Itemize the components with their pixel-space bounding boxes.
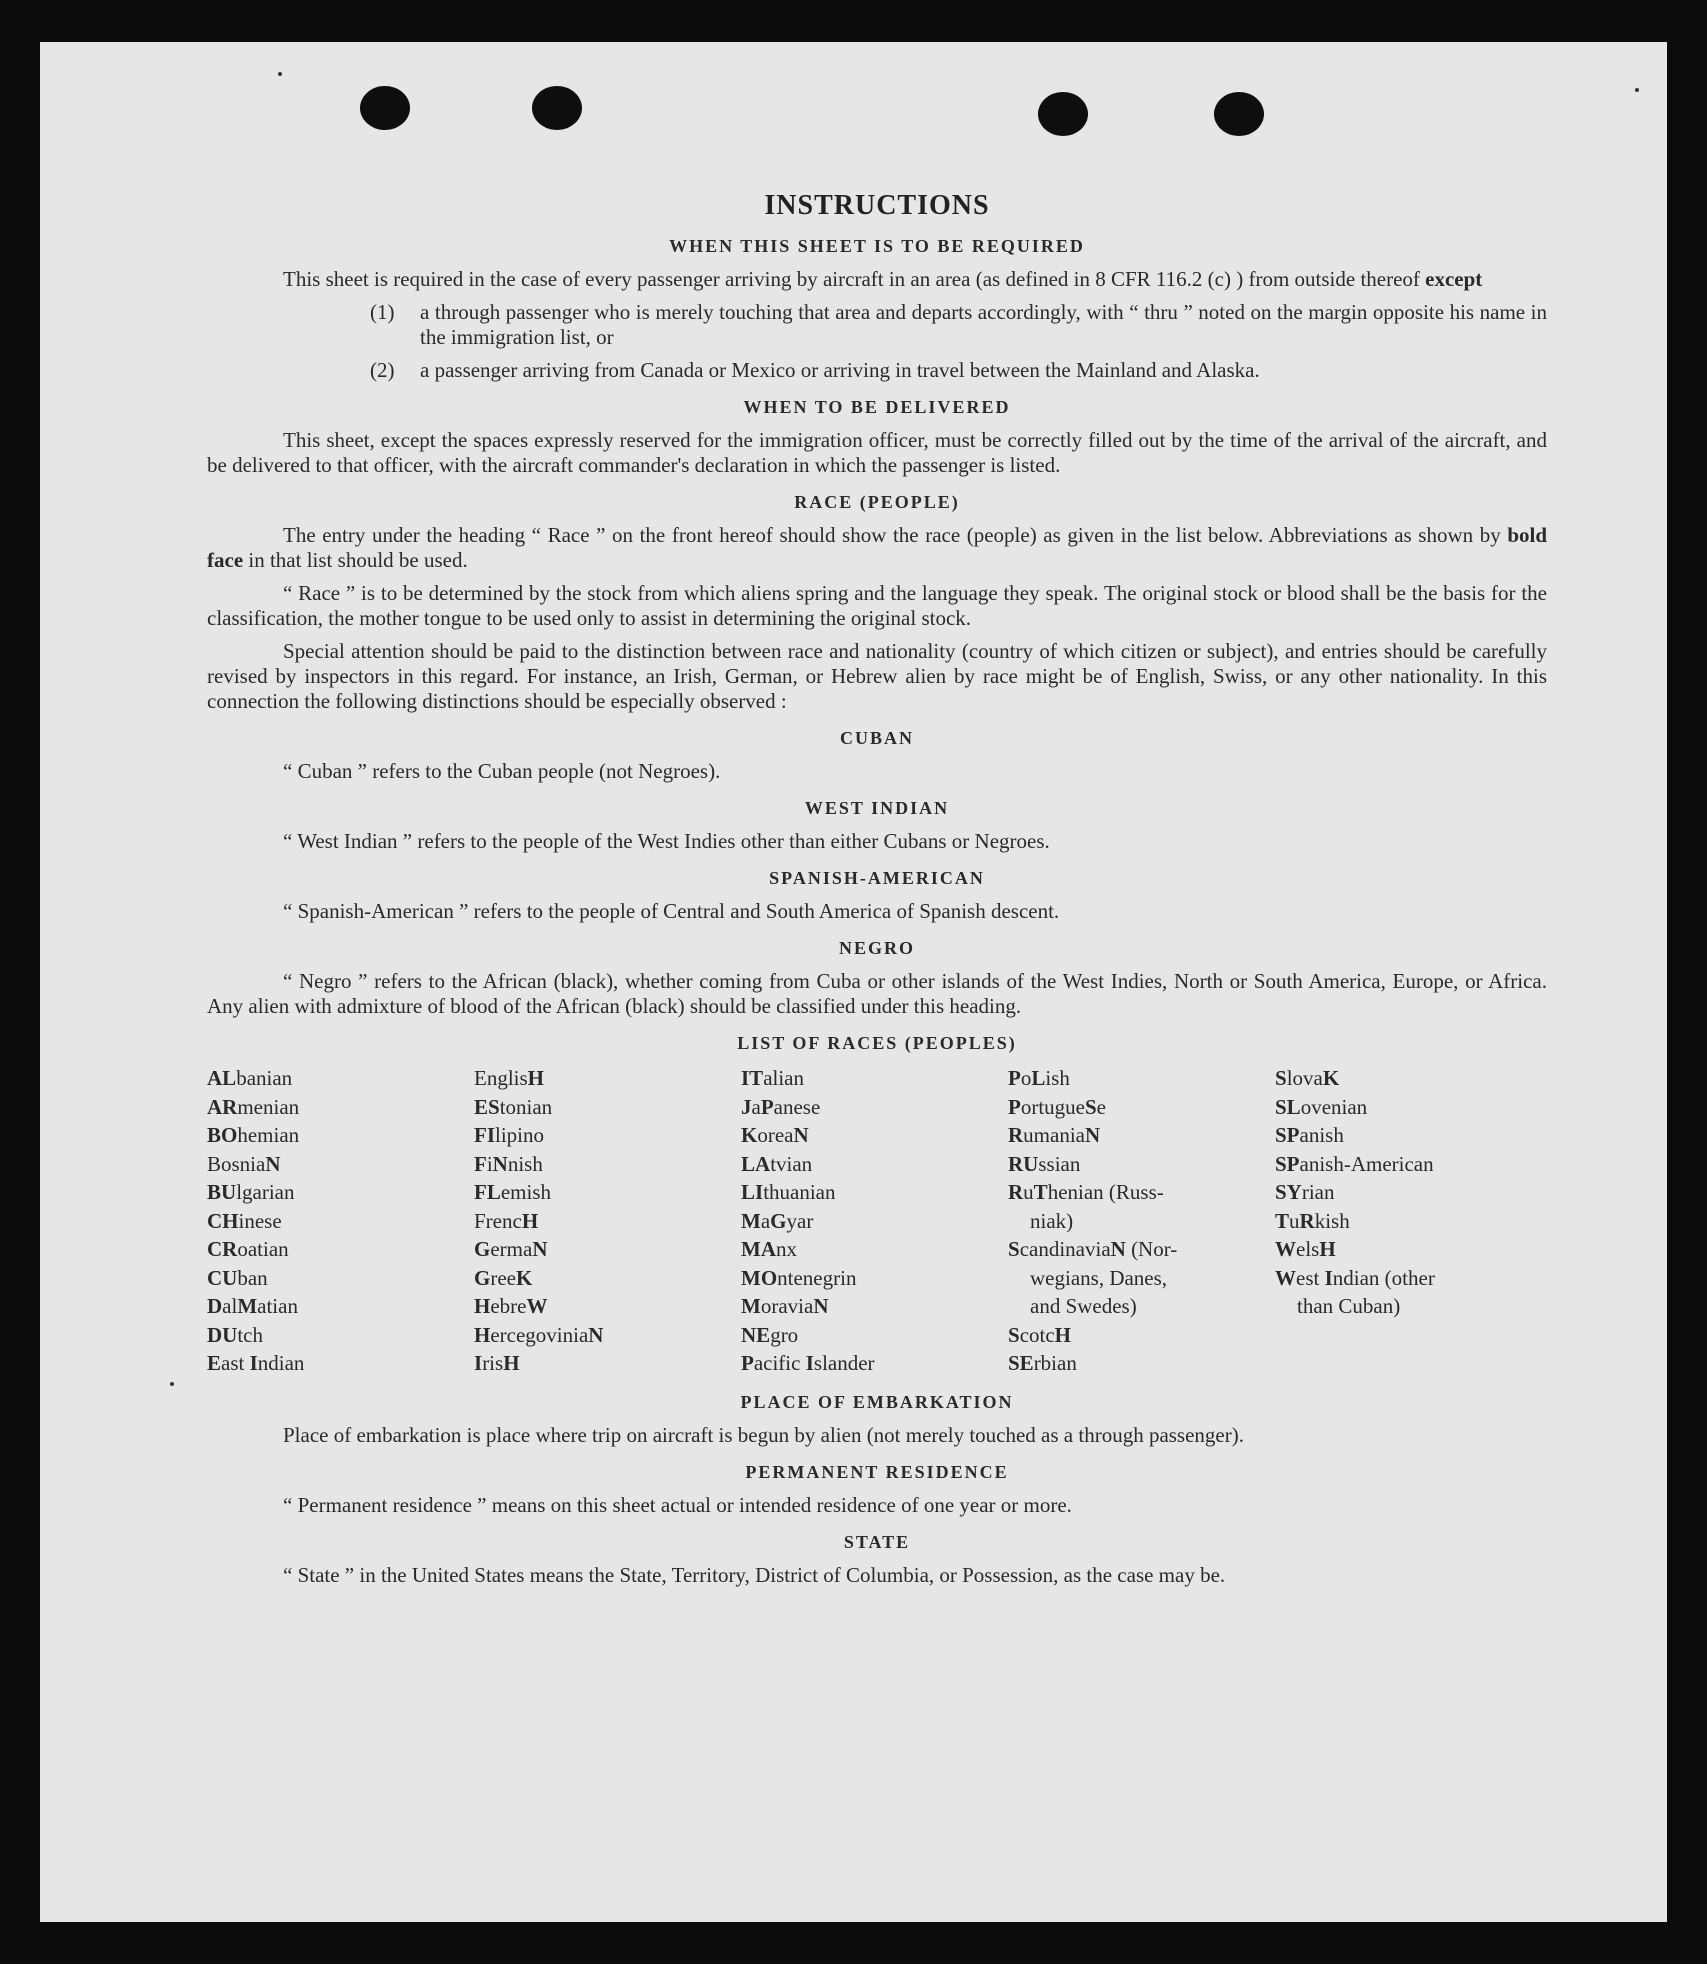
race-text: menian xyxy=(237,1094,300,1119)
race-abbrev: R xyxy=(1008,1123,1024,1147)
race-entry xyxy=(474,1207,741,1236)
race-abbrev: N xyxy=(813,1294,829,1318)
race-entry xyxy=(207,1178,474,1207)
race-text: ndian xyxy=(257,1351,305,1375)
race-entry xyxy=(207,1235,474,1264)
race-entry xyxy=(474,1178,741,1207)
paragraph: “ West Indian ” refers to the people of the West Indies other than either Cubans or Negroes. xyxy=(283,829,1050,853)
race-entry xyxy=(741,1349,1008,1378)
race-text: rbian xyxy=(1033,1351,1077,1375)
race-text: (Nor- wegians, Danes, and Swedes) xyxy=(1030,1237,1178,1318)
race-abbrev: P xyxy=(741,1351,754,1375)
paragraph: This sheet, except the spaces expressly reserved for the immigration officer, must be correctly filled out by the time of the arrival of the aircraft, and be delivered to that officer, with the aircraft commander's declaration in which the passenger is listed. xyxy=(207,428,1547,477)
race-text: kish xyxy=(1314,1208,1350,1233)
race-entry xyxy=(741,1264,1008,1293)
race-column xyxy=(741,1064,1008,1378)
race-entry xyxy=(1275,1121,1542,1150)
race-abbrev: DU xyxy=(207,1322,238,1347)
race-abbrev: T xyxy=(1033,1180,1048,1204)
text: in that list should be used. xyxy=(248,548,468,572)
race-abbrev: I xyxy=(1324,1265,1333,1290)
race-entry xyxy=(207,1321,474,1350)
section-heading: WHEN THIS SHEET IS TO BE REQUIRED xyxy=(669,236,1085,256)
race-abbrev: J xyxy=(741,1094,752,1119)
race-entry xyxy=(1008,1064,1275,1093)
race-entry xyxy=(741,1292,1008,1321)
race-abbrev: K xyxy=(741,1123,758,1147)
race-abbrev: CH xyxy=(207,1208,239,1233)
race-abbrev: W xyxy=(1275,1237,1296,1261)
race-abbrev: H xyxy=(1054,1322,1072,1347)
race-abbrev: SP xyxy=(1275,1151,1300,1176)
race-abbrev: SP xyxy=(1275,1123,1300,1147)
race-text: tvian xyxy=(770,1151,813,1176)
race-entry xyxy=(1275,1264,1542,1321)
race-abbrev: S xyxy=(1275,1066,1287,1090)
race-entry xyxy=(741,1150,1008,1179)
race-text: umania xyxy=(1023,1123,1085,1147)
race-text: Englis xyxy=(474,1066,528,1090)
race-entry xyxy=(474,1150,741,1179)
race-entry xyxy=(474,1349,741,1378)
race-abbrev: P xyxy=(1008,1094,1021,1119)
race-text: els xyxy=(1296,1237,1320,1261)
section-heading: PERMANENT RESIDENCE xyxy=(745,1461,1009,1482)
paragraph: “ Cuban ” refers to the Cuban people (not Negroes). xyxy=(283,759,721,783)
race-abbrev: I xyxy=(474,1351,483,1375)
paragraph: “ Race ” is to be determined by the stock from which aliens spring and the language they speak. The original stock or blood shall be the basis for the classification, the mother tongue to be used only to assist in determining the original stock. xyxy=(207,581,1547,630)
race-abbrev: CR xyxy=(207,1237,238,1261)
race-text: hemian xyxy=(237,1123,300,1147)
paragraph: Special attention should be paid to the distinction between race and nationality (country of which citizen or subject), and entries should be carefully revised by inspectors in this regard. For instance, an Irish, German, or Hebrew alien by race might be of English, Swiss, or any other nationality. In this connection the following distinctions should be especially observed : xyxy=(207,639,1547,713)
paragraph: “ State ” in the United States means the State, Territory, District of Columbia, or Possession, as the case may be. xyxy=(283,1562,1226,1587)
speck xyxy=(170,1382,174,1386)
race-text: acific xyxy=(753,1351,806,1375)
race-entry xyxy=(207,1349,474,1378)
text: The entry under the heading “ Race ” on the front hereof should show the race (people) as given in the list below. Abbreviations as shown by xyxy=(283,523,1501,547)
race-abbrev: W xyxy=(1275,1265,1296,1290)
race-entry xyxy=(1008,1150,1275,1179)
race-entry xyxy=(207,1150,474,1179)
race-entry xyxy=(741,1093,1008,1122)
paragraph: Place of embarkation is place where trip on aircraft is begun by alien (not merely touched as a through passenger). xyxy=(283,1422,1244,1447)
race-entry xyxy=(741,1178,1008,1207)
race-abbrev: N xyxy=(793,1123,809,1147)
item-number: (2) xyxy=(370,358,395,382)
race-abbrev: I xyxy=(805,1351,814,1375)
race-abbrev: W xyxy=(526,1294,548,1318)
race-entry xyxy=(1008,1321,1275,1350)
race-text: est xyxy=(1296,1265,1325,1290)
race-abbrev: E xyxy=(207,1351,222,1375)
race-column xyxy=(1275,1064,1542,1378)
race-column xyxy=(1008,1064,1275,1378)
race-abbrev: H xyxy=(521,1208,539,1233)
race-abbrev: D xyxy=(207,1294,223,1318)
race-text: yar xyxy=(786,1208,814,1233)
section-heading: CUBAN xyxy=(839,728,914,748)
paragraph xyxy=(207,523,1547,573)
race-text: u xyxy=(1289,1208,1300,1233)
race-abbrev: H xyxy=(527,1066,545,1090)
race-abbrev: H xyxy=(474,1294,491,1318)
race-entry xyxy=(1275,1235,1542,1264)
race-abbrev: N xyxy=(532,1237,548,1261)
section-heading: WHEN TO BE DELIVERED xyxy=(743,397,1011,417)
race-abbrev: N xyxy=(492,1151,508,1176)
list-item xyxy=(207,358,1547,383)
paragraph xyxy=(207,267,1547,292)
race-entry xyxy=(207,1207,474,1236)
race-text: orea xyxy=(757,1123,794,1147)
race-abbrev: AL xyxy=(207,1066,237,1090)
race-text: ree xyxy=(490,1265,516,1290)
emphasis: except xyxy=(1425,267,1483,291)
paragraph: “ Negro ” refers to the African (black), whether coming from Cuba or other islands of the West Indies, North or South America, Europe, or Africa. Any alien with admixture of blood of the African (black) should be classified under this heading. xyxy=(207,969,1547,1018)
race-text: ssian xyxy=(1038,1151,1081,1176)
race-text: ntenegrin xyxy=(777,1265,857,1290)
document-content xyxy=(207,148,1547,1596)
race-entry xyxy=(207,1121,474,1150)
race-entry xyxy=(474,1264,741,1293)
race-text: atian xyxy=(257,1294,298,1318)
race-abbrev: N xyxy=(265,1151,281,1176)
race-abbrev: MA xyxy=(741,1237,776,1261)
section-heading: WEST INDIAN xyxy=(804,798,950,818)
section-heading: STATE xyxy=(843,1531,911,1552)
race-abbrev: L xyxy=(1031,1066,1046,1090)
race-abbrev: LI xyxy=(741,1180,764,1204)
race-text: Bosnia xyxy=(207,1151,266,1176)
race-text: ortugue xyxy=(1020,1094,1085,1119)
race-abbrev: LA xyxy=(741,1151,771,1176)
race-text: e xyxy=(1096,1094,1106,1119)
race-abbrev: P xyxy=(760,1094,774,1119)
race-abbrev: FI xyxy=(474,1123,495,1147)
race-abbrev: N xyxy=(1084,1123,1101,1147)
race-abbrev: M xyxy=(741,1208,761,1233)
race-abbrev: G xyxy=(474,1265,491,1290)
section-heading: NEGRO xyxy=(838,938,915,958)
race-abbrev: M xyxy=(237,1294,258,1318)
section-heading: SPANISH-AMERICAN xyxy=(769,868,985,888)
race-abbrev: H xyxy=(474,1322,491,1347)
race-abbrev: S xyxy=(1084,1094,1097,1119)
race-entry xyxy=(741,1064,1008,1093)
race-text: ban xyxy=(237,1265,268,1290)
race-text: erma xyxy=(490,1237,533,1261)
race-text: a xyxy=(751,1094,761,1119)
race-abbrev: RU xyxy=(1008,1151,1039,1176)
race-entry xyxy=(1275,1093,1542,1122)
race-abbrev: N xyxy=(1110,1237,1126,1261)
item-text: a through passenger who is merely touching that area and departs accordingly, with “ thru ” noted on the margin opposite his name in the immigration list, or xyxy=(420,300,1547,349)
race-abbrev: R xyxy=(1008,1180,1024,1204)
race-entry xyxy=(1008,1235,1275,1321)
race-abbrev: F xyxy=(474,1151,487,1176)
punch-hole xyxy=(532,86,582,130)
item-text: a passenger arriving from Canada or Mexico or arriving in travel between the Mainland and Alaska. xyxy=(420,358,1260,382)
race-entry xyxy=(1008,1121,1275,1150)
race-text: slander xyxy=(813,1351,875,1375)
race-text: ercegovinia xyxy=(490,1322,589,1347)
race-entry xyxy=(1275,1064,1542,1093)
race-text: thuanian xyxy=(763,1180,836,1204)
race-text: ndian (other than Cuban) xyxy=(1297,1265,1435,1318)
races-list xyxy=(207,1064,1547,1378)
race-text: gro xyxy=(770,1322,799,1347)
race-entry xyxy=(1275,1178,1542,1207)
race-text: i xyxy=(486,1151,493,1176)
race-text: henian (Russ- niak) xyxy=(1030,1180,1164,1233)
race-text: Frenc xyxy=(474,1208,522,1233)
race-abbrev: ES xyxy=(474,1094,500,1119)
race-text: tonian xyxy=(499,1094,553,1119)
race-entry xyxy=(474,1093,741,1122)
race-entry xyxy=(1008,1093,1275,1122)
race-text: anese xyxy=(773,1094,821,1119)
race-text: ast xyxy=(221,1351,250,1375)
race-abbrev: K xyxy=(1322,1066,1340,1090)
race-text: nx xyxy=(776,1237,797,1261)
race-entry xyxy=(474,1321,741,1350)
race-entry xyxy=(207,1292,474,1321)
race-text: al xyxy=(222,1294,238,1318)
race-text: nish xyxy=(507,1151,543,1176)
race-abbrev: H xyxy=(503,1351,520,1375)
race-entry xyxy=(741,1321,1008,1350)
race-entry xyxy=(1008,1349,1275,1378)
section-heading: PLACE OF EMBARKATION xyxy=(740,1391,1014,1412)
race-abbrev: BU xyxy=(207,1180,237,1204)
race-text: oravia xyxy=(760,1294,814,1318)
race-entry xyxy=(474,1121,741,1150)
race-text: oatian xyxy=(237,1237,289,1261)
section-heading: RACE (PEOPLE) xyxy=(794,492,960,512)
race-entry xyxy=(207,1264,474,1293)
race-text: o xyxy=(1020,1066,1032,1090)
race-abbrev: MO xyxy=(741,1265,778,1290)
race-entry xyxy=(207,1093,474,1122)
race-entry xyxy=(1275,1150,1542,1179)
punch-hole xyxy=(1038,92,1088,136)
paragraph: “ Permanent residence ” means on this sheet actual or intended residence of one year or more. xyxy=(283,1492,1072,1517)
race-abbrev: M xyxy=(741,1294,761,1318)
race-text: u xyxy=(1023,1180,1034,1204)
document-sheet xyxy=(40,42,1667,1922)
race-text: a xyxy=(760,1208,771,1233)
race-abbrev: CU xyxy=(207,1265,238,1290)
race-entry xyxy=(741,1121,1008,1150)
race-text: anish xyxy=(1299,1123,1344,1147)
race-text: banian xyxy=(236,1066,293,1090)
races-heading: LIST OF RACES (PEOPLES) xyxy=(737,1033,1017,1053)
race-abbrev: S xyxy=(1008,1237,1020,1261)
race-abbrev: P xyxy=(1008,1066,1021,1090)
race-abbrev: I xyxy=(249,1351,258,1375)
race-text: ris xyxy=(482,1351,504,1375)
race-abbrev: NE xyxy=(741,1322,771,1347)
race-text: tch xyxy=(237,1322,263,1347)
punch-hole xyxy=(1214,92,1264,136)
race-column xyxy=(474,1064,741,1378)
race-abbrev: H xyxy=(1319,1237,1336,1261)
race-abbrev: SE xyxy=(1008,1351,1034,1375)
list-item xyxy=(207,300,1547,350)
race-abbrev: T xyxy=(1275,1208,1290,1233)
race-entry xyxy=(741,1207,1008,1236)
paragraph: “ Spanish-American ” refers to the people of Central and South America of Spanish descent. xyxy=(283,899,1060,923)
race-text: inese xyxy=(238,1208,282,1233)
race-abbrev: BO xyxy=(207,1123,238,1147)
race-entry xyxy=(207,1064,474,1093)
text: This sheet is required in the case of every passenger arriving by aircraft in an area (as defined in 8 CFR 116.2 (c) ) from outside thereof xyxy=(283,267,1420,291)
race-text: ovenian xyxy=(1300,1094,1368,1119)
race-abbrev: N xyxy=(588,1322,604,1347)
speck xyxy=(278,72,282,76)
race-abbrev: IT xyxy=(741,1066,764,1090)
race-entry xyxy=(741,1235,1008,1264)
race-abbrev: G xyxy=(474,1237,491,1261)
race-abbrev: AR xyxy=(207,1094,238,1119)
race-entry xyxy=(474,1292,741,1321)
race-abbrev: SY xyxy=(1275,1180,1302,1204)
race-entry xyxy=(1008,1178,1275,1235)
item-number: (1) xyxy=(370,300,395,324)
race-entry xyxy=(474,1064,741,1093)
page-title: INSTRUCTIONS xyxy=(764,190,990,221)
race-text: lipino xyxy=(495,1123,545,1147)
race-column xyxy=(207,1064,474,1378)
race-text: candinavia xyxy=(1019,1237,1111,1261)
race-text: ish xyxy=(1045,1066,1070,1090)
race-abbrev: K xyxy=(515,1265,533,1290)
race-text: emish xyxy=(500,1180,552,1204)
speck xyxy=(1635,88,1639,92)
race-abbrev: G xyxy=(770,1208,787,1233)
race-text: anish-American xyxy=(1299,1151,1434,1176)
emphasis: bold face xyxy=(207,523,1548,572)
race-text: lgarian xyxy=(236,1180,295,1204)
race-abbrev: SL xyxy=(1275,1094,1301,1119)
punch-hole xyxy=(360,86,410,130)
race-entry xyxy=(1275,1207,1542,1236)
race-text: cotc xyxy=(1019,1322,1055,1347)
race-abbrev: S xyxy=(1008,1322,1020,1347)
race-text: lova xyxy=(1286,1066,1323,1090)
race-abbrev: R xyxy=(1299,1208,1315,1233)
race-text: ebre xyxy=(490,1294,527,1318)
race-abbrev: FL xyxy=(474,1180,501,1204)
race-text: rian xyxy=(1301,1180,1335,1204)
race-entry xyxy=(474,1235,741,1264)
race-text: alian xyxy=(763,1066,804,1090)
